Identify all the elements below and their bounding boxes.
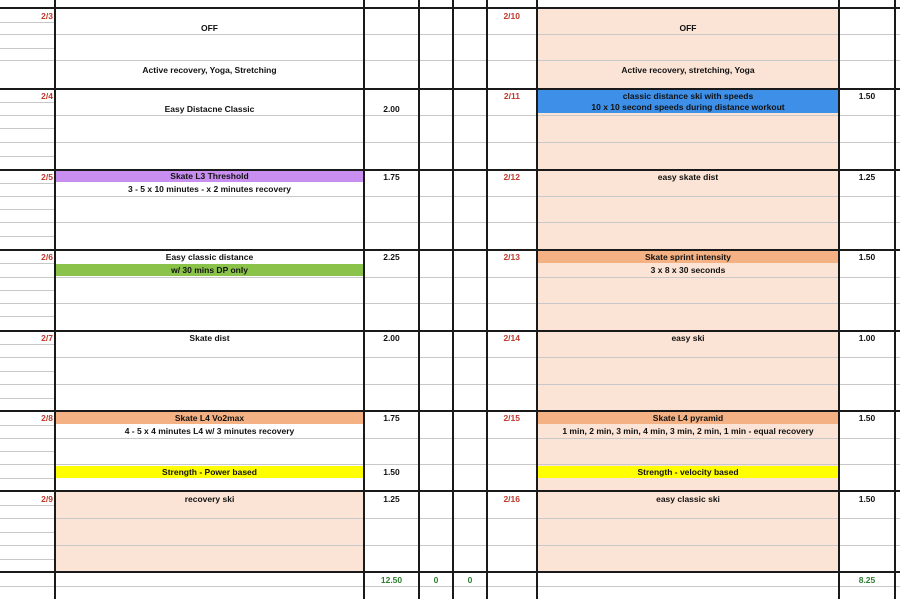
desc-2-9: recovery ski <box>184 494 235 504</box>
hours-2-8: 1.75 <box>383 413 400 423</box>
date-2-7: 2/7 <box>41 333 53 343</box>
desc-2-14: easy ski <box>671 333 705 343</box>
hours-2-9: 1.25 <box>383 494 400 504</box>
desc-2-7: Skate dist <box>189 333 230 343</box>
hours-2-8-strength: 1.50 <box>383 467 400 477</box>
desc-2-13-line2: 3 x 8 x 30 seconds <box>650 265 726 275</box>
desc-2-5-line2: 3 - 5 x 10 minutes - x 2 minutes recovery <box>128 184 291 194</box>
hours-2-11: 1.50 <box>858 91 876 101</box>
hours-2-12: 1.25 <box>858 172 876 182</box>
desc-2-13-line1: Skate sprint intensity <box>645 252 731 262</box>
date-2-14: 2/14 <box>503 333 520 343</box>
desc-2-16: easy classic ski <box>656 494 720 504</box>
date-2-5: 2/5 <box>41 172 53 182</box>
date-2-15: 2/15 <box>503 413 520 423</box>
hours-2-4: 2.00 <box>383 104 400 114</box>
hours-2-6: 2.25 <box>383 252 400 262</box>
desc-2-10-line2: Active recovery, stretching, Yoga <box>621 65 755 75</box>
desc-2-15-strength: Strength - velocity based <box>637 467 739 477</box>
hours-2-14: 1.00 <box>858 333 876 343</box>
week2-total-hours: 8.25 <box>858 575 876 585</box>
hours-2-13: 1.50 <box>858 252 876 262</box>
date-2-10: 2/10 <box>503 11 520 21</box>
date-2-16: 2/16 <box>503 494 520 504</box>
date-2-6: 2/6 <box>41 252 53 262</box>
date-2-13: 2/13 <box>503 252 520 262</box>
desc-2-4: Easy Distacne Classic <box>164 104 255 114</box>
desc-2-8-line1: Skate L4 Vo2max <box>174 413 245 423</box>
desc-2-11-line1: classic distance ski with speeds <box>622 91 754 101</box>
hours-2-15: 1.50 <box>858 413 876 423</box>
week1-total-hours: 12.50 <box>380 575 403 585</box>
desc-2-3-line1: OFF <box>201 23 218 33</box>
date-2-12: 2/12 <box>503 172 520 182</box>
desc-2-6-line2: w/ 30 mins DP only <box>171 265 248 275</box>
desc-2-10-line1: OFF <box>679 23 697 33</box>
desc-2-8-strength: Strength - Power based <box>162 467 257 477</box>
date-2-9: 2/9 <box>41 494 53 504</box>
hours-2-7: 2.00 <box>383 333 400 343</box>
desc-2-12: easy skate dist <box>657 172 719 182</box>
desc-2-3-line2: Active recovery, Yoga, Stretching <box>142 65 277 75</box>
desc-2-11-line2: 10 x 10 second speeds during distance workout <box>591 102 785 112</box>
desc-2-15-line1: Skate L4 pyramid <box>652 413 724 423</box>
date-2-8: 2/8 <box>41 413 53 423</box>
desc-2-6-line1: Easy classic distance <box>165 252 254 262</box>
week1-total-col3: 0 <box>467 575 473 585</box>
desc-2-5-line1: Skate L3 Threshold <box>170 171 249 181</box>
desc-2-15-line2: 1 min, 2 min, 3 min, 4 min, 3 min, 2 min, 1 min - equal recovery <box>562 426 814 436</box>
hours-2-5: 1.75 <box>383 172 400 182</box>
week1-total-col2: 0 <box>433 575 439 585</box>
desc-2-8-line2: 4 - 5 x 4 minutes L4 w/ 3 minutes recovery <box>124 426 295 436</box>
hours-2-16: 1.50 <box>858 494 876 504</box>
date-2-3: 2/3 <box>41 11 53 21</box>
date-2-11: 2/11 <box>503 91 520 101</box>
date-2-4: 2/4 <box>41 91 53 101</box>
